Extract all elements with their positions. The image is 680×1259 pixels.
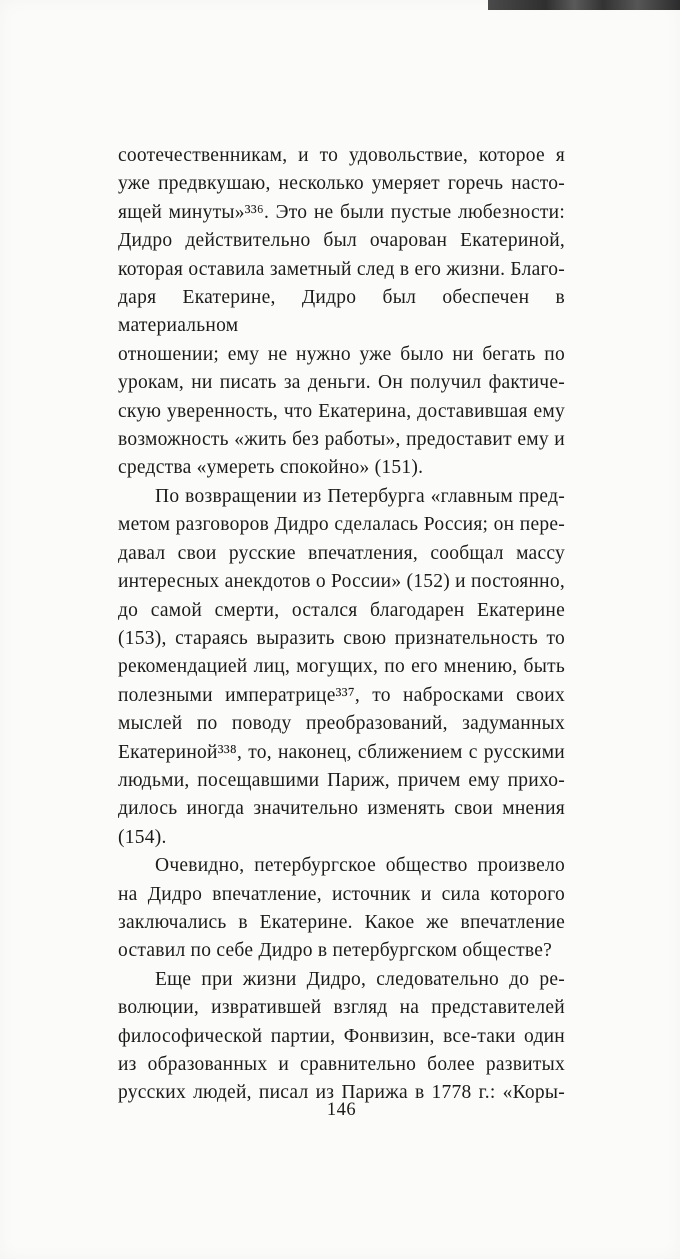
- text-line: на Дидро впечатление, источник и сила которого: [118, 883, 565, 905]
- text-line: рекомендацией лиц, могущих, по его мнению, быть: [118, 656, 565, 678]
- text-line: По возвращении из Петербурга «главным пред-: [155, 485, 565, 507]
- text-line: ящей минуты»³³⁶. Это не были пустые любезности:: [118, 201, 565, 223]
- text-line: дилось иногда значительно изменять свои мнения: [118, 798, 565, 820]
- text-line: волюции, извратившей взгляд на представителей: [118, 997, 565, 1019]
- text-line: заключались в Екатерине. Какое же впечатление: [118, 911, 565, 933]
- text-line: метом разговоров Дидро сделалась Россия; он пере-: [118, 514, 565, 536]
- text-line: Дидро действительно был очарован Екатериной,: [118, 230, 565, 252]
- text-line: средства «умереть спокойно» (151).: [118, 457, 424, 479]
- text-line: Еще при жизни Дидро, следовательно до ре-: [155, 968, 565, 990]
- text-line: отношении; ему не нужно уже было ни бегать по: [118, 343, 565, 365]
- paragraph: [118, 966, 565, 1108]
- text-line: из образованных и сравнительно более развитых: [118, 1054, 565, 1075]
- text-line: философической партии, Фонвизин, все-таки один: [118, 1025, 565, 1047]
- text-line: полезными императрице³³⁷, то набросками своих: [118, 684, 565, 706]
- text-line: давал свои русские впечатления, сообщал массу: [118, 542, 565, 564]
- text-line: урокам, ни писать за деньги. Он получил фактиче-: [118, 372, 565, 394]
- text-line: даря Екатерине, Дидро был обеспечен в материальном: [118, 287, 565, 337]
- text-line: Екатериной³³⁸, то, наконец, сближением с русскими: [118, 741, 565, 763]
- text-line: людьми, посещавшими Париж, причем ему прихо-: [118, 769, 565, 791]
- text-line: оставил по себе Дидро в петербургском обществе?: [118, 940, 553, 962]
- text-line: уже предвкушаю, несколько умеряет горечь насто-: [118, 173, 565, 195]
- text-line: (154).: [118, 826, 167, 848]
- text-line: интересных анекдотов о России» (152) и постоянно,: [118, 571, 565, 593]
- text-line: до самой смерти, остался благодарен Екатерине: [118, 599, 565, 621]
- text-line: Очевидно, петербургское общество произвело: [155, 855, 565, 877]
- paragraph: [118, 483, 565, 852]
- text-line: скую уверенность, что Екатерина, доставившая ему: [118, 400, 565, 422]
- page-text: [118, 142, 565, 1108]
- text-line: мыслей по поводу преобразований, задуманных: [118, 713, 565, 735]
- scan-artifact-bar: [488, 0, 680, 10]
- text-line: соотечественникам, и то удовольствие, которое я: [118, 145, 565, 166]
- text-line: русских людей, писал из Парижа в 1778 г.: «Коры-: [118, 1082, 565, 1104]
- text-line: возможность «жить без работы», предоставит ему и: [118, 429, 565, 451]
- paragraph: [118, 142, 565, 483]
- text-line: которая оставила заметный след в его жизни. Благо-: [118, 258, 565, 280]
- page-number: 146: [326, 1100, 357, 1120]
- text-line: (153), стараясь выразить свою признательность то: [118, 627, 565, 649]
- paragraph: [118, 852, 565, 966]
